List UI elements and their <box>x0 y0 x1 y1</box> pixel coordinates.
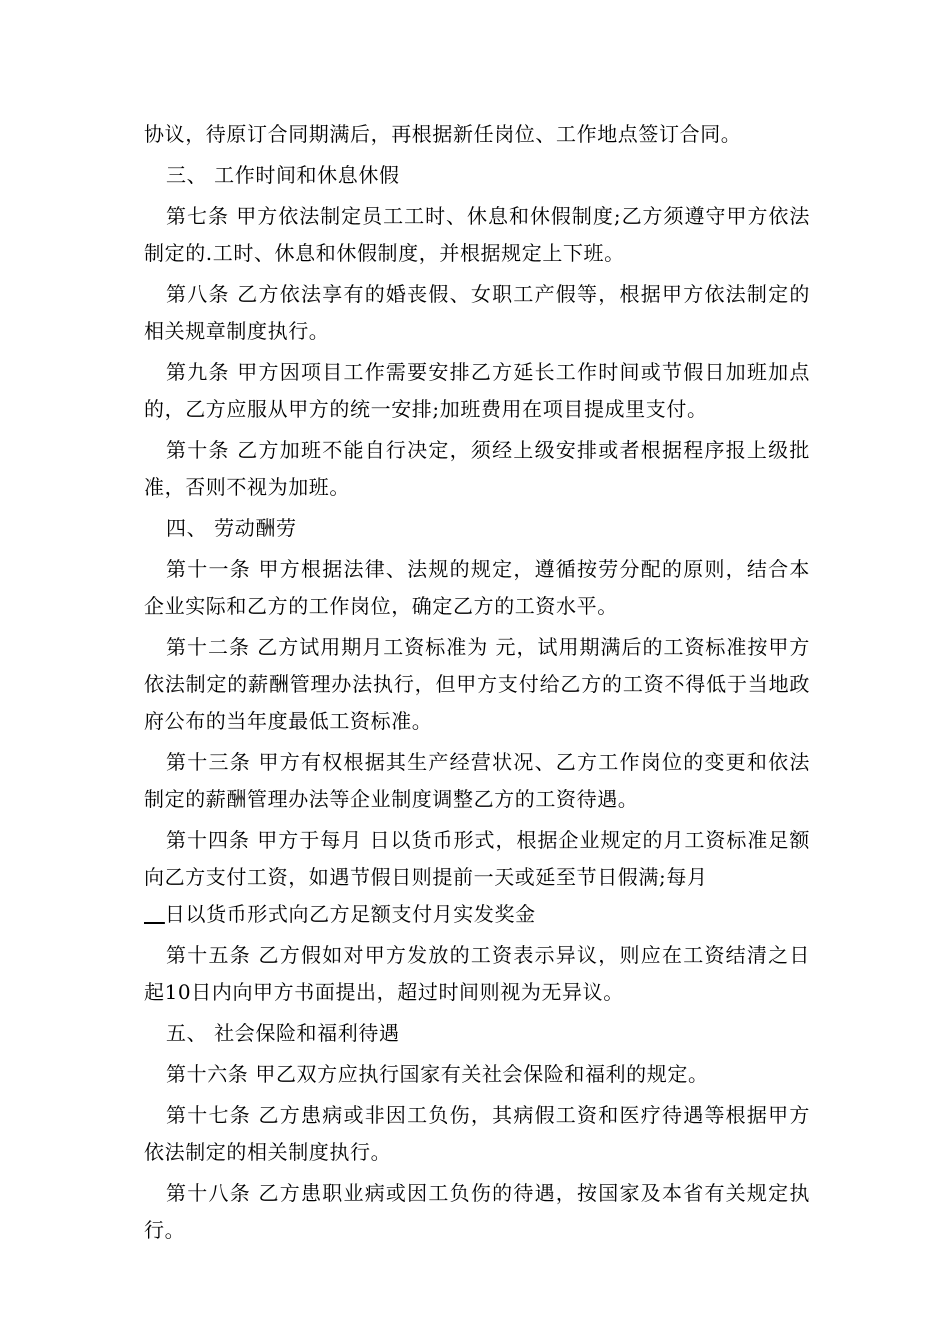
section-heading-social-insurance: 五、 社会保险和福利待遇 <box>166 1021 400 1045</box>
article-17: 第十七条 乙方患病或非因工负伤，其病假工资和医疗待遇等根据甲方依法制定的相关制度执行。 <box>144 1103 810 1164</box>
article-16: 第十六条 甲乙双方应执行国家有关社会保险和福利的规定。 <box>166 1062 709 1086</box>
paragraph-continuation: 协议，待原订合同期满后，再根据新任岗位、工作地点签订合同。 <box>144 122 742 146</box>
article-14-text: 第十四条 甲方于每月 日以货币形式，根据企业规定的月工资标准足额向乙方支付工资，如遇节假日则提前一天或延至节日假满;每月 <box>144 828 810 889</box>
article-18: 第十八条 乙方患职业病或因工负伤的待遇，按国家及本省有关规定执行。 <box>144 1181 810 1242</box>
article-15: 第十五条 乙方假如对甲方发放的工资表示异议，则应在工资结清之日起10日内向甲方书面提出，超过时间则视为无异议。 <box>144 943 810 1004</box>
document-body <box>144 116 810 1253</box>
section-heading-work-hours: 三、 工作时间和休息休假 <box>166 163 400 187</box>
article-8: 第八条 乙方依法享有的婚丧假、女职工产假等，根据甲方依法制定的相关规章制度执行。 <box>144 282 810 343</box>
article-9: 第九条 甲方因项目工作需要安排乙方延长工作时间或节假日加班加点的，乙方应服从甲方的统一安排;加班费用在项目提成里支付。 <box>144 360 810 421</box>
section-heading-remuneration: 四、 劳动酬劳 <box>166 516 297 540</box>
article-13: 第十三条 甲方有权根据其生产经营状况、乙方工作岗位的变更和依法制定的薪酬管理办法等企业制度调整乙方的工资待遇。 <box>144 750 810 811</box>
blank-underline <box>144 902 165 926</box>
article-14 <box>144 822 810 896</box>
article-12: 第十二条 乙方试用期月工资标准为 元，试用期满后的工资标准按甲方依法制定的薪酬管理办法执行，但甲方支付给乙方的工资不得低于当地政府公布的当年度最低工资标准。 <box>144 635 810 733</box>
article-7: 第七条 甲方依法制定员工工时、休息和休假制度;乙方须遵守甲方依法制定的.工时、休息和休假制度，并根据规定上下班。 <box>144 204 810 265</box>
article-11: 第十一条 甲方根据法律、法规的规定，遵循按劳分配的原则，结合本企业实际和乙方的工作岗位，确定乙方的工资水平。 <box>144 557 810 618</box>
article-14-tail: 日以货币形式向乙方足额支付月实发奖金 <box>164 902 536 926</box>
article-10: 第十条 乙方加班不能自行决定，须经上级安排或者根据程序报上级批准，否则不视为加班。 <box>144 438 810 499</box>
article-14-continuation <box>144 896 810 933</box>
